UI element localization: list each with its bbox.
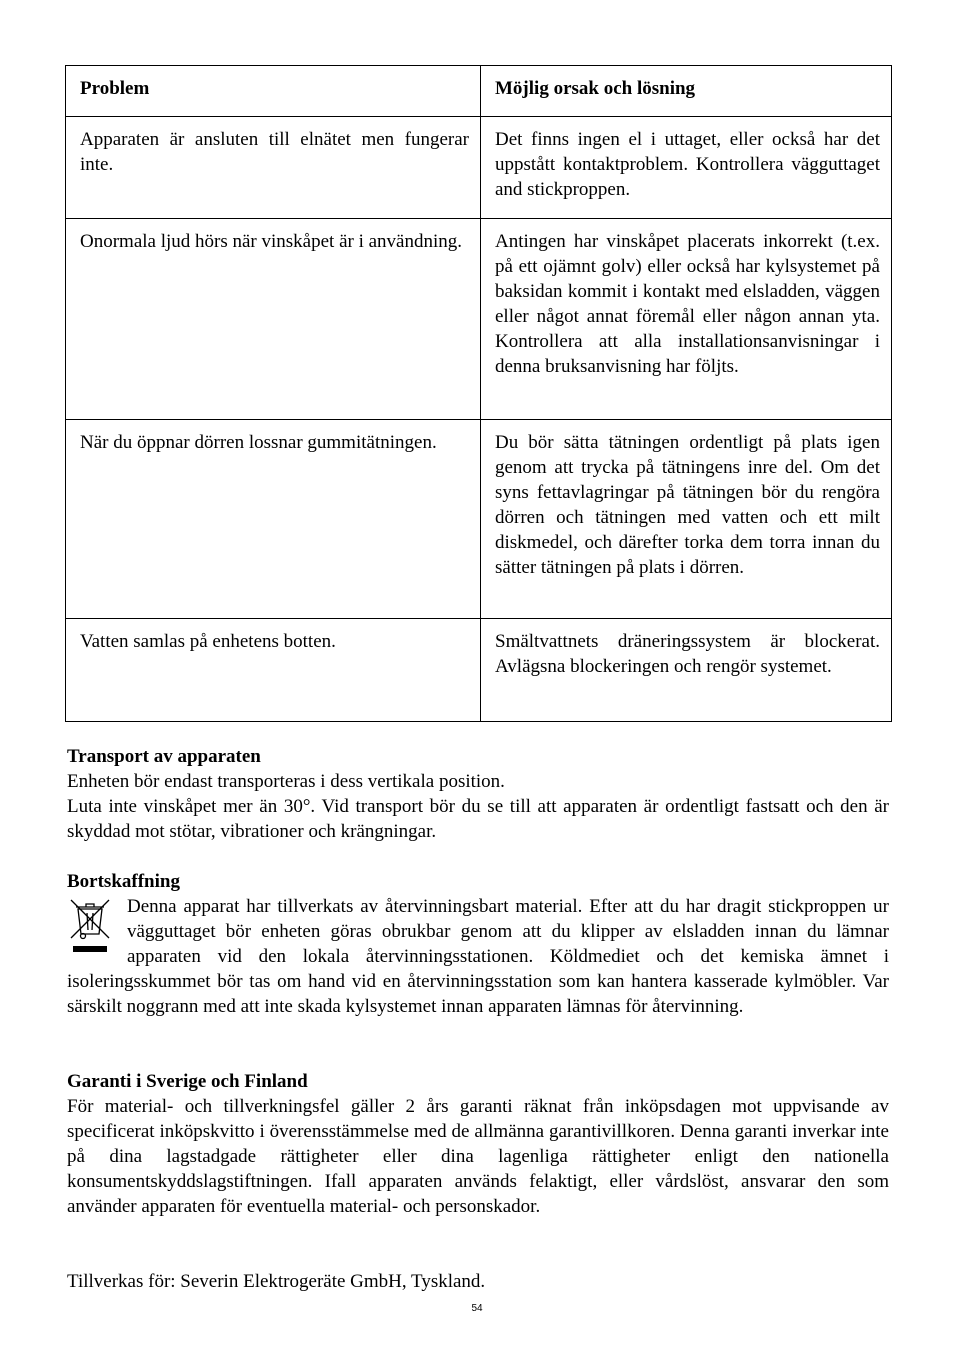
column-header-solution: Möjlig orsak och lösning — [481, 66, 892, 117]
troubleshooting-table — [65, 65, 892, 722]
problem-cell: Onormala ljud hörs när vinskåpet är i användning. — [66, 219, 481, 420]
column-header-problem: Problem — [66, 66, 481, 117]
table-row — [66, 619, 892, 722]
manufacturer-line: Tillverkas för: Severin Elektrogeräte GmbH, Tyskland. — [67, 1271, 486, 1292]
transport-section — [67, 744, 889, 844]
manufacturer-section — [67, 1269, 889, 1294]
solution-cell: Det finns ingen el i uttaget, eller också har det uppstått kontaktproblem. Kontrollera vägguttaget and stickproppen. — [481, 117, 892, 219]
warranty-heading: Garanti i Sverige och Finland — [67, 1071, 308, 1092]
solution-cell: Antingen har vinskåpet placerats inkorrekt (t.ex. på ett ojämnt golv) eller också har kylsystemet på baksidan kommit i kontakt med elsladden, väggen eller något annat föremål eller någon annan yta. Kontrollera att alla installationsanvisningar i denna bruksanvisning har följts. — [481, 219, 892, 420]
table-row — [66, 219, 892, 420]
problem-cell: Vatten samlas på enhetens botten. — [66, 619, 481, 722]
table-row — [66, 420, 892, 619]
transport-heading: Transport av apparaten — [67, 746, 261, 767]
disposal-text: Denna apparat har tillverkats av återvinningsbart material. Efter att du har dragit stickproppen ur vägguttaget bör enheten göras obrukbar genom att du klipper av elsladden innan du lämnar apparaten vid den lokala återvinningsstationen. Köldmediet och det kemiska ämnet i isoleringsskummet bör tas om hand vid en återvinningsstation som kan hantera kasserade kylmöbler. Var särskilt noggrann med att inte skada kylsystemet innan apparaten lämnas för återvinning. — [67, 896, 889, 1017]
problem-cell: Apparaten är ansluten till elnätet men fungerar inte. — [66, 117, 481, 219]
warranty-section — [67, 1069, 889, 1219]
page-number: 54 — [471, 1303, 483, 1314]
crossed-out-wheelie-bin-icon — [67, 896, 115, 956]
problem-cell: När du öppnar dörren lossnar gummitätningen. — [66, 420, 481, 619]
transport-line-1: Enheten bör endast transporteras i dess vertikala position. — [67, 771, 505, 792]
disposal-section — [67, 869, 889, 1019]
table-header-row — [66, 66, 892, 117]
solution-cell: Smältvattnets dräneringssystem är blockerat. Avlägsna blockeringen och rengör systemet. — [481, 619, 892, 722]
table-row — [66, 117, 892, 219]
solution-cell: Du bör sätta tätningen ordentligt på plats igen genom att trycka på tätningens inre del. Om det syns fettavlagringar på tätningen bör du rengöra dörren och tätningen med vatten och ett milt diskmedel, och därefter torka dem torra innan du sätter tätningen på plats i dörren. — [481, 420, 892, 619]
warranty-text: För material- och tillverkningsfel gäller 2 års garanti räknat från inköpsdagen mot uppvisande av specificerat inköpskvitto i överensstämmelse med de allmänna garantivillkoren. Denna garanti inverkar inte på dina lagstadgade rättigheter eller dina lagenliga rättigheter enligt den nationella konsumentskyddslagstiftningen. Ifall apparaten används felaktigt, eller vårdslöst, ansvarar den som använder apparaten för eventuella material- och personskador. — [67, 1096, 889, 1217]
transport-line-2: Luta inte vinskåpet mer än 30°. Vid transport bör du se till att apparaten är ordentligt fastsatt och den är skyddad mot stötar, vibrationer och krängningar. — [67, 796, 889, 842]
disposal-heading: Bortskaffning — [67, 871, 180, 892]
